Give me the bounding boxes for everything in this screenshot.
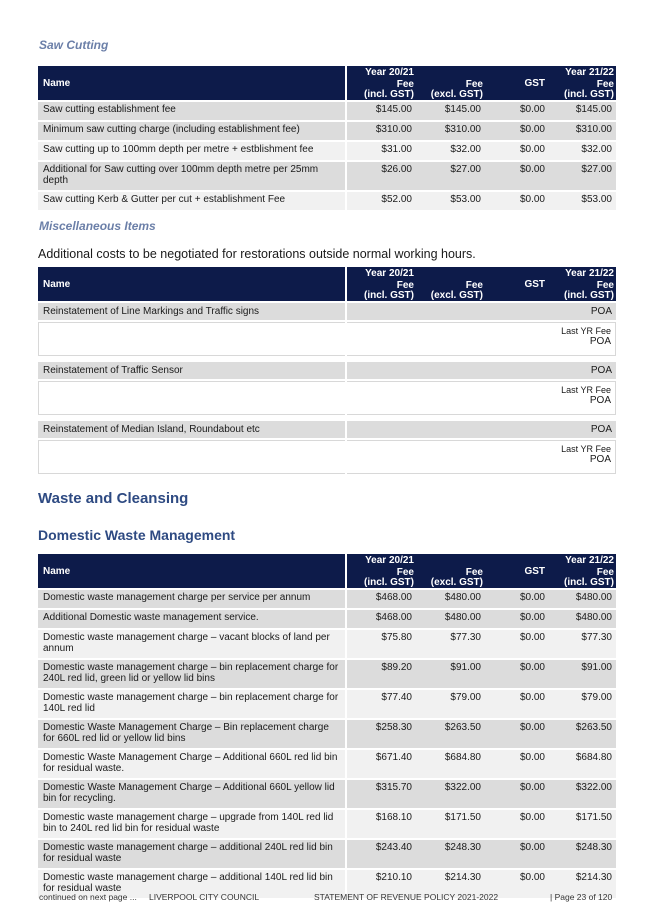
header-fee-incl: Fee bbox=[396, 567, 414, 578]
row-prev-fee: $258.30 bbox=[347, 720, 416, 748]
header-year-current: Year 21/22 bbox=[565, 268, 614, 279]
row-prev-fee: $243.40 bbox=[347, 840, 416, 868]
table-row bbox=[38, 122, 616, 140]
table-row bbox=[38, 690, 616, 718]
row-gst: $0.00 bbox=[485, 840, 549, 868]
row-fee-incl: $480.00 bbox=[549, 590, 616, 608]
table-row bbox=[38, 102, 616, 120]
row-fee-incl: $310.00 bbox=[549, 122, 616, 140]
row-prev-fee: $210.10 bbox=[347, 870, 416, 898]
row-fee-poa: POA bbox=[347, 362, 616, 379]
header-name: Name bbox=[38, 554, 345, 588]
row-fee-excl: $53.00 bbox=[416, 192, 485, 210]
header-name: Name bbox=[38, 267, 345, 301]
footer-council: LIVERPOOL CITY COUNCIL bbox=[149, 892, 260, 902]
header-excl-gst: (excl. GST) bbox=[430, 89, 483, 100]
last-year-label: Last YR Fee bbox=[561, 326, 611, 336]
table-row bbox=[38, 192, 616, 210]
row-name: Saw cutting establishment fee bbox=[38, 102, 345, 120]
domestic-waste-table bbox=[38, 552, 616, 900]
last-year-row bbox=[38, 440, 616, 474]
last-year-value: POA bbox=[589, 336, 611, 347]
header-incl-gst: (incl. GST) bbox=[364, 89, 414, 100]
row-prev-fee: $52.00 bbox=[347, 192, 416, 210]
last-year-row bbox=[38, 381, 616, 415]
table-header bbox=[38, 66, 616, 100]
row-fee-incl: $32.00 bbox=[549, 142, 616, 160]
row-name: Additional Domestic waste management service. bbox=[38, 610, 345, 628]
header-year-current: Year 21/22 bbox=[565, 67, 614, 78]
row-fee-poa: POA bbox=[347, 303, 616, 320]
table-row bbox=[38, 362, 616, 379]
misc-title: Miscellaneous Items bbox=[39, 219, 156, 233]
row-gst: $0.00 bbox=[485, 590, 549, 608]
row-gst: $0.00 bbox=[485, 690, 549, 718]
row-fee-excl: $310.00 bbox=[416, 122, 485, 140]
row-gst: $0.00 bbox=[485, 660, 549, 688]
row-name: Domestic Waste Management Charge – Bin replacement charge for 660L red lid or yellow lid bins bbox=[38, 720, 345, 748]
row-fee-excl: $145.00 bbox=[416, 102, 485, 120]
row-fee-excl: $480.00 bbox=[416, 610, 485, 628]
row-name: Domestic waste management charge – additional 240L red lid bin for residual waste bbox=[38, 840, 345, 868]
row-fee-excl: $322.00 bbox=[416, 780, 485, 808]
row-fee-incl: $91.00 bbox=[549, 660, 616, 688]
row-fee-incl: $480.00 bbox=[549, 610, 616, 628]
header-year-prev: Year 20/21 bbox=[365, 268, 414, 279]
row-name: Reinstatement of Line Markings and Traffic signs bbox=[38, 303, 345, 320]
row-prev-fee: $468.00 bbox=[347, 610, 416, 628]
row-name: Domestic waste management charge – vacant blocks of land per annum bbox=[38, 630, 345, 658]
last-year-value: POA bbox=[589, 454, 611, 465]
row-gst: $0.00 bbox=[485, 750, 549, 778]
header-year-current: Year 21/22 bbox=[565, 555, 614, 566]
row-name: Domestic Waste Management Charge – Additional 660L yellow lid bin for recycling. bbox=[38, 780, 345, 808]
row-prev-fee: $31.00 bbox=[347, 142, 416, 160]
row-prev-fee: $168.10 bbox=[347, 810, 416, 838]
row-name: Reinstatement of Traffic Sensor bbox=[38, 362, 345, 379]
row-name: Domestic waste management charge per service per annum bbox=[38, 590, 345, 608]
table-row bbox=[38, 660, 616, 688]
row-name: Domestic waste management charge – bin replacement charge for 140L red lid bbox=[38, 690, 345, 718]
row-name: Saw cutting Kerb & Gutter per cut + establishment Fee bbox=[38, 192, 345, 210]
row-gst: $0.00 bbox=[485, 162, 549, 190]
row-name: Domestic waste management charge – upgrade from 140L red lid bin to 240L red lid bin for residual waste bbox=[38, 810, 345, 838]
row-gst: $0.00 bbox=[485, 630, 549, 658]
row-gst: $0.00 bbox=[485, 102, 549, 120]
row-gst: $0.00 bbox=[485, 870, 549, 898]
table-header bbox=[38, 554, 616, 588]
row-fee-excl: $91.00 bbox=[416, 660, 485, 688]
row-gst: $0.00 bbox=[485, 610, 549, 628]
saw-cutting-table bbox=[38, 64, 616, 212]
row-fee-excl: $248.30 bbox=[416, 840, 485, 868]
row-prev-fee: $310.00 bbox=[347, 122, 416, 140]
row-fee-excl: $684.80 bbox=[416, 750, 485, 778]
header-fee-incl: Fee bbox=[396, 280, 414, 291]
row-name: Domestic Waste Management Charge – Additional 660L red lid bin for residual waste. bbox=[38, 750, 345, 778]
table-row bbox=[38, 590, 616, 608]
table-row bbox=[38, 162, 616, 190]
header-fee-excl: Fee bbox=[465, 280, 483, 291]
header-year-prev: Year 20/21 bbox=[365, 67, 414, 78]
row-name: Domestic waste management charge – additional 140L red lid bin for residual waste bbox=[38, 870, 345, 898]
row-prev-fee: $75.80 bbox=[347, 630, 416, 658]
header-fee-excl: Fee bbox=[465, 567, 483, 578]
row-prev-fee: $315.70 bbox=[347, 780, 416, 808]
header-fee-excl: Fee bbox=[465, 79, 483, 90]
row-fee-incl: $214.30 bbox=[549, 870, 616, 898]
row-prev-fee: $89.20 bbox=[347, 660, 416, 688]
row-fee-excl: $171.50 bbox=[416, 810, 485, 838]
row-name: Saw cutting up to 100mm depth per metre + estblishment fee bbox=[38, 142, 345, 160]
header-year-prev: Year 20/21 bbox=[365, 555, 414, 566]
row-fee-excl: $27.00 bbox=[416, 162, 485, 190]
header-name: Name bbox=[38, 66, 345, 100]
row-gst: $0.00 bbox=[485, 810, 549, 838]
row-name: Minimum saw cutting charge (including establishment fee) bbox=[38, 122, 345, 140]
waste-section-title: Waste and Cleansing bbox=[38, 490, 189, 507]
row-fee-incl: $684.80 bbox=[549, 750, 616, 778]
row-prev-fee: $77.40 bbox=[347, 690, 416, 718]
table-header bbox=[38, 267, 616, 301]
table-row bbox=[38, 840, 616, 868]
row-gst: $0.00 bbox=[485, 720, 549, 748]
row-gst: $0.00 bbox=[485, 192, 549, 210]
header-incl-gst-current: (incl. GST) bbox=[564, 290, 614, 301]
footer-continued: continued on next page ... bbox=[39, 892, 137, 902]
row-prev-fee: $26.00 bbox=[347, 162, 416, 190]
header-excl-gst: (excl. GST) bbox=[430, 290, 483, 301]
row-fee-incl: $248.30 bbox=[549, 840, 616, 868]
row-gst: $0.00 bbox=[485, 780, 549, 808]
table-row bbox=[38, 780, 616, 808]
header-fee-incl-current: Fee bbox=[596, 567, 614, 578]
header-gst: GST bbox=[524, 279, 545, 290]
row-name: Domestic waste management charge – bin replacement charge for 240L red lid, green lid or yellow lid bins bbox=[38, 660, 345, 688]
row-prev-fee: $145.00 bbox=[347, 102, 416, 120]
footer-page-number: | Page 23 of 120 bbox=[550, 892, 613, 902]
table-row bbox=[38, 810, 616, 838]
row-fee-incl: $53.00 bbox=[549, 192, 616, 210]
row-fee-excl: $77.30 bbox=[416, 630, 485, 658]
header-fee-incl-current: Fee bbox=[596, 79, 614, 90]
row-fee-excl: $480.00 bbox=[416, 590, 485, 608]
row-fee-incl: $27.00 bbox=[549, 162, 616, 190]
row-fee-incl: $322.00 bbox=[549, 780, 616, 808]
table-row bbox=[38, 610, 616, 628]
row-fee-excl: $214.30 bbox=[416, 870, 485, 898]
header-gst: GST bbox=[524, 78, 545, 89]
header-incl-gst-current: (incl. GST) bbox=[564, 577, 614, 588]
table-row bbox=[38, 421, 616, 438]
header-incl-gst: (incl. GST) bbox=[364, 577, 414, 588]
row-name: Reinstatement of Median Island, Roundabout etc bbox=[38, 421, 345, 438]
row-fee-incl: $79.00 bbox=[549, 690, 616, 718]
row-fee-incl: $171.50 bbox=[549, 810, 616, 838]
row-fee-incl: $77.30 bbox=[549, 630, 616, 658]
row-fee-incl: $263.50 bbox=[549, 720, 616, 748]
footer-statement: STATEMENT OF REVENUE POLICY 2021-2022 bbox=[314, 892, 499, 902]
header-gst: GST bbox=[524, 566, 545, 577]
saw-cutting-title: Saw Cutting bbox=[39, 38, 109, 52]
row-prev-fee: $468.00 bbox=[347, 590, 416, 608]
table-row bbox=[38, 720, 616, 748]
domestic-waste-title: Domestic Waste Management bbox=[38, 527, 236, 543]
table-row bbox=[38, 750, 616, 778]
header-excl-gst: (excl. GST) bbox=[430, 577, 483, 588]
row-name: Additional for Saw cutting over 100mm depth metre per 25mm depth bbox=[38, 162, 345, 190]
row-fee-excl: $263.50 bbox=[416, 720, 485, 748]
header-incl-gst-current: (incl. GST) bbox=[564, 89, 614, 100]
table-row bbox=[38, 630, 616, 658]
row-prev-fee: $671.40 bbox=[347, 750, 416, 778]
row-gst: $0.00 bbox=[485, 122, 549, 140]
table-row bbox=[38, 142, 616, 160]
table-row bbox=[38, 303, 616, 320]
header-incl-gst: (incl. GST) bbox=[364, 290, 414, 301]
header-fee-incl-current: Fee bbox=[596, 280, 614, 291]
misc-table bbox=[38, 265, 616, 476]
last-year-value: POA bbox=[589, 395, 611, 406]
misc-note: Additional costs to be negotiated for restorations outside normal working hours. bbox=[38, 247, 476, 261]
row-gst: $0.00 bbox=[485, 142, 549, 160]
last-year-row bbox=[38, 322, 616, 356]
row-fee-incl: $145.00 bbox=[549, 102, 616, 120]
row-fee-poa: POA bbox=[347, 421, 616, 438]
row-fee-excl: $32.00 bbox=[416, 142, 485, 160]
last-year-label: Last YR Fee bbox=[561, 444, 611, 454]
row-fee-excl: $79.00 bbox=[416, 690, 485, 718]
last-year-label: Last YR Fee bbox=[561, 385, 611, 395]
header-fee-incl: Fee bbox=[396, 79, 414, 90]
